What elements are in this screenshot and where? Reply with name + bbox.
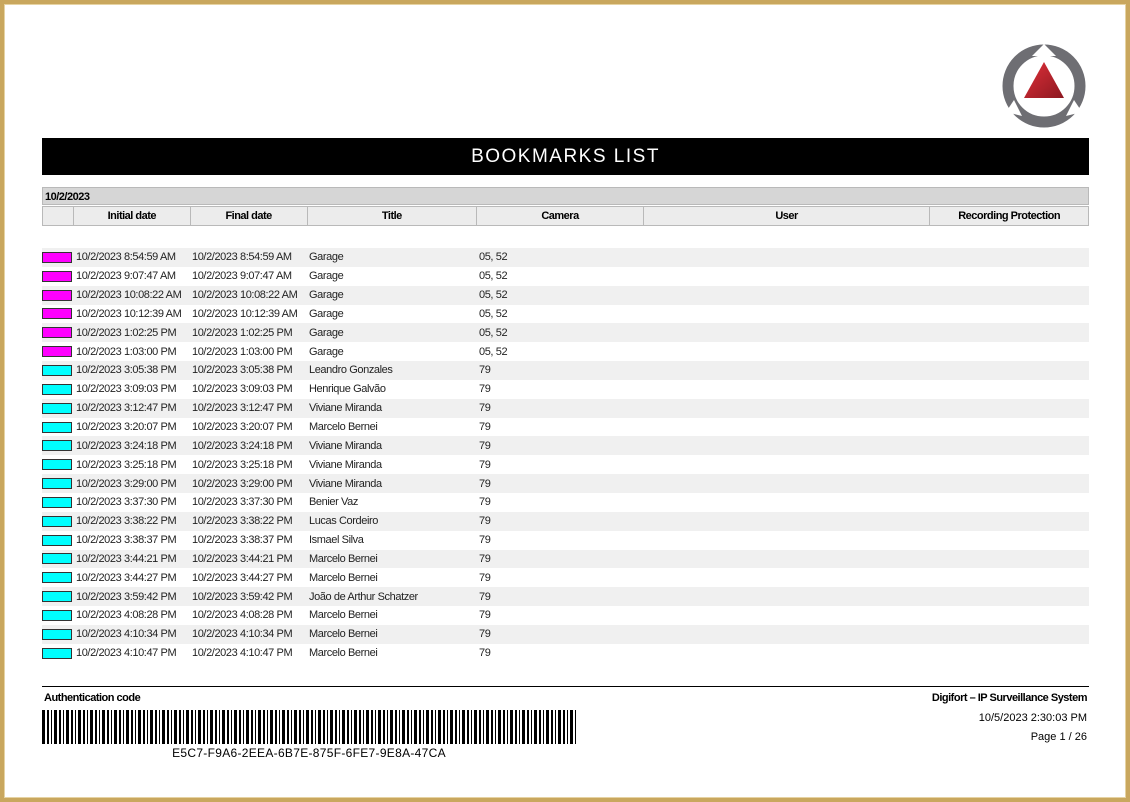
table-row[interactable]: [42, 323, 1089, 342]
bookmark-color-swatch: [42, 308, 72, 319]
initial-date-cell: 10/2/2023 10:08:22 AM: [76, 289, 182, 302]
camera-cell: 79: [479, 628, 491, 641]
final-date-cell: 10/2/2023 3:44:27 PM: [192, 571, 293, 584]
table-row[interactable]: [42, 455, 1089, 474]
bookmark-color-swatch: [42, 365, 72, 376]
initial-date-cell: 10/2/2023 1:02:25 PM: [76, 326, 177, 339]
camera-cell: 79: [479, 364, 491, 377]
title-cell: Viviane Miranda: [309, 439, 382, 452]
final-date-cell: 10/2/2023 1:02:25 PM: [192, 326, 293, 339]
table-row[interactable]: [42, 531, 1089, 550]
initial-date-cell: 10/2/2023 1:03:00 PM: [76, 345, 177, 358]
bookmark-color-swatch: [42, 516, 72, 527]
final-date-cell: 10/2/2023 4:10:47 PM: [192, 647, 293, 660]
title-cell: Garage: [309, 345, 344, 358]
table-row[interactable]: [42, 380, 1089, 399]
table-row[interactable]: [42, 644, 1089, 663]
final-date-cell: 10/2/2023 3:25:18 PM: [192, 458, 293, 471]
table-row[interactable]: [42, 474, 1089, 493]
title-cell: Viviane Miranda: [309, 402, 382, 415]
table-row[interactable]: [42, 436, 1089, 455]
title-cell: Garage: [309, 251, 344, 264]
final-date-cell: 10/2/2023 3:37:30 PM: [192, 496, 293, 509]
title-cell: Marcelo Bernei: [309, 552, 378, 565]
title-cell: Marcelo Bernei: [309, 421, 378, 434]
final-date-cell: 10/2/2023 3:59:42 PM: [192, 590, 293, 603]
initial-date-cell: 10/2/2023 3:38:37 PM: [76, 534, 177, 547]
table-row[interactable]: [42, 399, 1089, 418]
title-cell: Garage: [309, 289, 344, 302]
initial-date-cell: 10/2/2023 3:24:18 PM: [76, 439, 177, 452]
title-cell: Marcelo Bernei: [309, 628, 378, 641]
col-camera: Camera: [477, 207, 644, 225]
final-date-cell: 10/2/2023 4:08:28 PM: [192, 609, 293, 622]
bookmark-color-swatch: [42, 591, 72, 602]
col-recording-protection: Recording Protection: [958, 210, 1061, 222]
print-date: 10/5/2023 2:30:03 PM: [978, 712, 1087, 724]
auth-code-value: E5C7-F9A6-2EEA-6B7E-875F-6FE7-9E8A-47CA: [172, 746, 446, 760]
bookmark-color-swatch: [42, 422, 72, 433]
title-cell: Garage: [309, 307, 344, 320]
initial-date-cell: 10/2/2023 3:20:07 PM: [76, 421, 177, 434]
final-date-cell: 10/2/2023 9:07:47 AM: [192, 270, 292, 283]
final-date-cell: 10/2/2023 3:44:21 PM: [192, 552, 293, 565]
final-date-cell: 10/2/2023 3:38:22 PM: [192, 515, 293, 528]
bookmark-color-swatch: [42, 252, 72, 263]
final-date-cell: 10/2/2023 3:05:38 PM: [192, 364, 293, 377]
initial-date-cell: 10/2/2023 3:44:27 PM: [76, 571, 177, 584]
bookmark-color-swatch: [42, 610, 72, 621]
table-row[interactable]: [42, 587, 1089, 606]
bookmark-color-swatch: [42, 384, 72, 395]
table-row[interactable]: [42, 550, 1089, 569]
initial-date-cell: 10/2/2023 9:07:47 AM: [76, 270, 176, 283]
bookmarks-table: [42, 248, 1089, 663]
initial-date-cell: 10/2/2023 3:59:42 PM: [76, 590, 177, 603]
camera-cell: 79: [479, 439, 491, 452]
title-cell: Viviane Miranda: [309, 477, 382, 490]
title-cell: Leandro Gonzales: [309, 364, 393, 377]
col-final-date: Final date: [191, 207, 308, 225]
initial-date-cell: 10/2/2023 3:12:47 PM: [76, 402, 177, 415]
page-number: Page 1 / 26: [1030, 731, 1087, 743]
camera-cell: 05, 52: [479, 345, 508, 358]
title-cell: Viviane Miranda: [309, 458, 382, 471]
footer-divider: [42, 686, 1089, 687]
col-user: User: [644, 207, 930, 225]
camera-cell: 05, 52: [479, 270, 508, 283]
camera-cell: 79: [479, 534, 491, 547]
table-row[interactable]: [42, 606, 1089, 625]
report-title: BOOKMARKS LIST: [42, 138, 1089, 175]
table-row[interactable]: [42, 625, 1089, 644]
initial-date-cell: 10/2/2023 3:37:30 PM: [76, 496, 177, 509]
camera-cell: 79: [479, 383, 491, 396]
column-header-row: [42, 206, 1089, 226]
initial-date-cell: 10/2/2023 3:09:03 PM: [76, 383, 177, 396]
initial-date-cell: 10/2/2023 3:38:22 PM: [76, 515, 177, 528]
table-row[interactable]: [42, 418, 1089, 437]
final-date-cell: 10/2/2023 10:08:22 AM: [192, 289, 298, 302]
group-date-header: 10/2/2023: [42, 187, 1089, 205]
final-date-cell: 10/2/2023 4:10:34 PM: [192, 628, 293, 641]
camera-cell: 79: [479, 421, 491, 434]
bookmark-color-swatch: [42, 572, 72, 583]
title-cell: Marcelo Bernei: [309, 571, 378, 584]
bookmark-color-swatch: [42, 440, 72, 451]
system-name: Digifort – IP Surveillance System: [931, 692, 1087, 704]
camera-cell: 79: [479, 477, 491, 490]
table-row[interactable]: [42, 267, 1089, 286]
final-date-cell: 10/2/2023 3:20:07 PM: [192, 421, 293, 434]
table-row[interactable]: [42, 361, 1089, 380]
camera-cell: 05, 52: [479, 251, 508, 264]
bookmark-color-swatch: [42, 271, 72, 282]
initial-date-cell: 10/2/2023 3:05:38 PM: [76, 364, 177, 377]
initial-date-cell: 10/2/2023 10:12:39 AM: [76, 307, 182, 320]
camera-cell: 79: [479, 458, 491, 471]
bookmark-color-swatch: [42, 497, 72, 508]
color-column-header: [43, 207, 74, 225]
table-row[interactable]: [42, 286, 1089, 305]
bookmark-color-swatch: [42, 478, 72, 489]
title-cell: Benier Vaz: [309, 496, 358, 509]
col-title: Title: [308, 207, 478, 225]
barcode-icon: [42, 710, 576, 744]
bookmark-color-swatch: [42, 459, 72, 470]
final-date-cell: 10/2/2023 3:12:47 PM: [192, 402, 293, 415]
final-date-cell: 10/2/2023 3:09:03 PM: [192, 383, 293, 396]
digifort-logo-icon: [1000, 42, 1088, 130]
bookmark-color-swatch: [42, 346, 72, 357]
camera-cell: 79: [479, 552, 491, 565]
camera-cell: 05, 52: [479, 289, 508, 302]
table-row[interactable]: [42, 248, 1089, 267]
final-date-cell: 10/2/2023 3:29:00 PM: [192, 477, 293, 490]
col-initial-date: Initial date: [74, 207, 191, 225]
final-date-cell: 10/2/2023 10:12:39 AM: [192, 307, 298, 320]
final-date-cell: 10/2/2023 3:24:18 PM: [192, 439, 293, 452]
camera-cell: 05, 52: [479, 326, 508, 339]
title-cell: Henrique Galvão: [309, 383, 386, 396]
table-row[interactable]: [42, 305, 1089, 324]
initial-date-cell: 10/2/2023 3:29:00 PM: [76, 477, 177, 490]
final-date-cell: 10/2/2023 1:03:00 PM: [192, 345, 293, 358]
bookmark-color-swatch: [42, 290, 72, 301]
title-cell: Marcelo Bernei: [309, 647, 378, 660]
camera-cell: 79: [479, 515, 491, 528]
title-cell: Garage: [309, 326, 344, 339]
camera-cell: 79: [479, 590, 491, 603]
camera-cell: 79: [479, 647, 491, 660]
camera-cell: 05, 52: [479, 307, 508, 320]
initial-date-cell: 10/2/2023 4:10:47 PM: [76, 647, 177, 660]
title-cell: Ismael Silva: [309, 534, 364, 547]
initial-date-cell: 10/2/2023 8:54:59 AM: [76, 251, 176, 264]
title-cell: João de Arthur Schatzer: [309, 590, 418, 603]
initial-date-cell: 10/2/2023 4:10:34 PM: [76, 628, 177, 641]
bookmark-color-swatch: [42, 403, 72, 414]
initial-date-cell: 10/2/2023 3:44:21 PM: [76, 552, 177, 565]
camera-cell: 79: [479, 402, 491, 415]
bookmark-color-swatch: [42, 327, 72, 338]
title-cell: Lucas Cordeiro: [309, 515, 378, 528]
title-cell: Garage: [309, 270, 344, 283]
bookmark-color-swatch: [42, 535, 72, 546]
initial-date-cell: 10/2/2023 4:08:28 PM: [76, 609, 177, 622]
camera-cell: 79: [479, 609, 491, 622]
table-row[interactable]: [42, 493, 1089, 512]
bookmark-color-swatch: [42, 553, 72, 564]
table-row[interactable]: [42, 512, 1089, 531]
title-cell: Marcelo Bernei: [309, 609, 378, 622]
final-date-cell: 10/2/2023 8:54:59 AM: [192, 251, 292, 264]
bookmark-color-swatch: [42, 648, 72, 659]
final-date-cell: 10/2/2023 3:38:37 PM: [192, 534, 293, 547]
initial-date-cell: 10/2/2023 3:25:18 PM: [76, 458, 177, 471]
camera-cell: 79: [479, 496, 491, 509]
table-row[interactable]: [42, 568, 1089, 587]
table-row[interactable]: [42, 342, 1089, 361]
camera-cell: 79: [479, 571, 491, 584]
bookmark-color-swatch: [42, 629, 72, 640]
auth-code-label: Authentication code: [44, 692, 141, 704]
